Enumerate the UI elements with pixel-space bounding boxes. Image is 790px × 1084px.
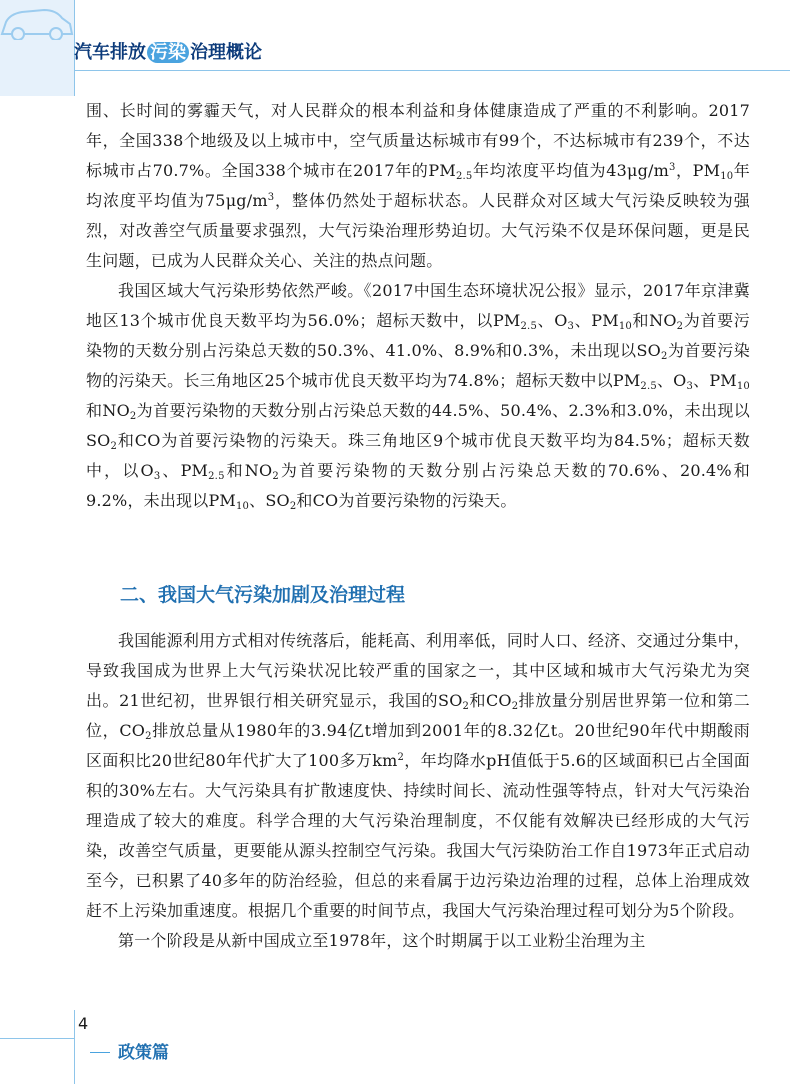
car-icon bbox=[0, 0, 74, 40]
header-rule bbox=[74, 70, 790, 71]
paragraph-4: 第一个阶段是从新中国成立至1978年，这个时期属于以工业粉尘治理为主 bbox=[118, 931, 646, 950]
book-title: 汽车排放 污染 治理概论 bbox=[74, 42, 262, 63]
paragraph-3: 我国能源利用方式相对传统落后，能耗高、利用率低，同时人口、经济、交通过分集中，导致我国成为世界上大气污染状况比较严重的国家之一，其中区域和城市大气污染尤为突出。21世纪初，世界银行相关研究显示，我国的$SO_2$和$CO_2$排放量分别居世界第一位和第二位，$CO_2$排放总量从1980年的3.94亿t增加到2001年的8.32亿t。20世纪90年代中期酸雨区面积比20世纪80年代扩大了100多万$km^2$，年均降水pH值低于5.6的区域面积已占全国面积的30%左右。大气污染具有扩散速度快、持续时间长、流动性强等特点，针对大气污染治理造成了较大的难度。科学合理的大气污染治理制度，不仅能有效解决已经形成的大气污染，改善空气质量，更要能从源头控制空气污染。我国大气污染防治工作自1973年正式启动至今，已积累了40多年的防治经验，但总的来看属于边污染边治理的过程，总体上治理成效赶不上污染加重速度。根据几个重要的时间节点，我国大气污染治理过程可划分为5个阶段。 bbox=[86, 631, 750, 920]
section-heading: 二、我国大气污染加剧及治理过程 bbox=[120, 584, 406, 606]
footer-side-rule bbox=[74, 1010, 75, 1084]
paragraph-2: 我国区域大气污染形势依然严峻。《2017中国生态环境状况公报》显示，2017年京津冀地区13个城市优良天数平均为56.0%；超标天数中，以$PM_{2.5}$、$O_3$、$PM_{10}$和$NO_2$为首要污染物的天数分别占污染总天数的50.3%、41.0%、8.9%和0.3%，未出现以$SO_2$为首要污染物的污染天。长三角地区25个城市优良天数平均为74.8%；超标天数中以$PM_{2.5}$、$O_3$、$PM_{10}$和$NO_2$为首要污染物的天数分别占污染总天数的44.5%、50.4%、2.3%和3.0%，未出现以$SO_2$和CO为首要污染物的污染天。珠三角地区9个城市优良天数平均为84.5%；超标天数中，以$O_3$、$PM_{2.5}$和$NO_2$为首要污染物的天数分别占污染总天数的70.6%、20.4%和9.2%，未出现以$PM_{10}$、$SO_2$和CO为首要污染物的污染天。 bbox=[86, 281, 750, 512]
part-label: 政策篇 bbox=[118, 1043, 169, 1063]
page-number: 4 bbox=[78, 1014, 89, 1033]
body-block-2 bbox=[86, 626, 750, 956]
footer-accent-line bbox=[90, 1052, 110, 1053]
body-block-1 bbox=[86, 96, 750, 516]
paragraph-1: 围、长时间的雾霾天气，对人民群众的根本利益和身体健康造成了严重的不利影响。2017年，全国338个地级及以上城市中，空气质量达标城市有99个，不达标城市有239个，不达标城市占70.7%。全国338个城市在2017年的$PM_{2.5}$年均浓度平均值为$43\mu g/m^3$，$PM_{10}$年均浓度平均值为$75\mu g/m^3$，整体仍然处于超标状态。人民群众对区域大气污染反映较为强烈，对改善空气质量要求强烈，大气污染治理形势迫切。大气污染不仅是环保问题，更是民生问题，已成为人民群众关心、关注的热点问题。 bbox=[86, 101, 751, 270]
footer-corner-rule bbox=[0, 1038, 74, 1039]
book-title-highlight: 污染 bbox=[147, 42, 189, 63]
header-tab bbox=[0, 0, 74, 96]
